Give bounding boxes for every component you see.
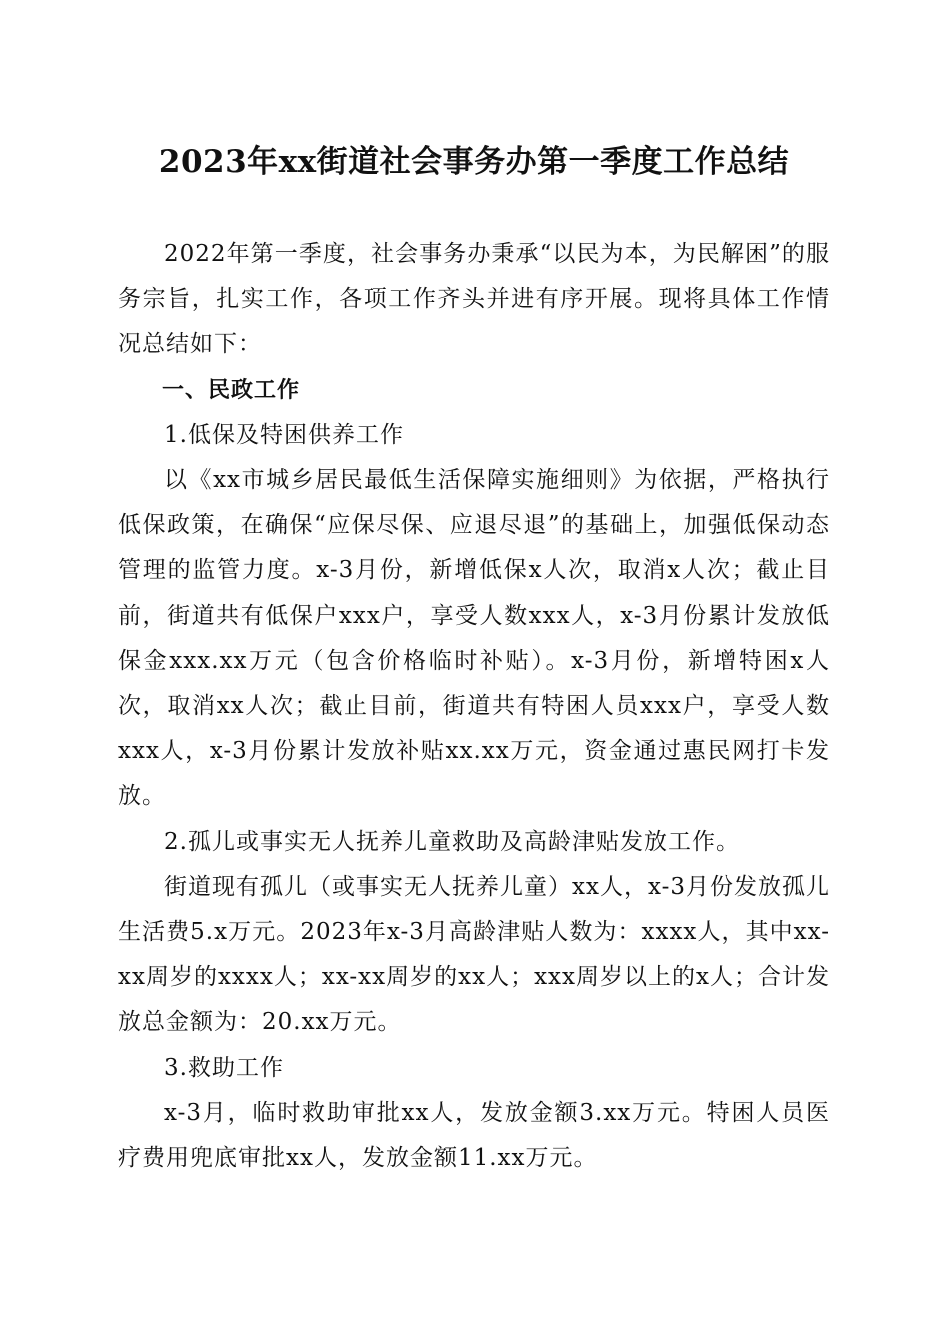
section-heading-civil-affairs: 一、民政工作 [162,377,301,403]
orphans-paragraph: 街道现有孤儿（或事实无人抚养儿童）xx人，x-3月份发放孤儿生活费5.x万元。2023年x-3月高龄津贴人数为：xxxx人，其中xx-xx周岁的xxxx人；xx-xx周岁的xx人；xxx周岁以上的x人；合计发放总金额为：20.xx万元。 [118,873,830,1036]
subsection-heading-subsistence: 1.低保及特困供养工作 [164,421,404,448]
relief-paragraph: x-3月，临时救助审批xx人，发放金额3.xx万元。特困人员医疗费用兜底审批xx人，发放金额11.xx万元。 [118,1099,830,1172]
intro-paragraph: 2022年第一季度，社会事务办秉承“以民为本，为民解困”的服务宗旨，扎实工作，各项工作齐头并进有序开展。现将具体工作情况总结如下： [118,241,830,358]
document-page [118,140,830,1181]
subsection-heading-orphans: 2.孤儿或事实无人抚养儿童救助及高龄津贴发放工作。 [164,828,740,855]
subsistence-paragraph: 以《xx市城乡居民最低生活保障实施细则》为依据，严格执行低保政策，在确保“应保尽保、应退尽退”的基础上，加强低保动态管理的监管力度。x-3月份，新增低保x人次，取消x人次；截止目前，街道共有低保户xxx户，享受人数xxx人，x-3月份累计发放低保金xxx.xx万元（包含价格临时补贴）。x-3月份，新增特困x人次，取消xx人次；截止目前，街道共有特困人员xxx户，享受人数xxx人，x-3月份累计发放补贴xx.xx万元，资金通过惠民网打卡发放。 [118,467,830,810]
subsection-heading-relief: 3.救助工作 [164,1054,284,1081]
document-title: 2023年xx街道社会事务办第一季度工作总结 [158,144,790,180]
